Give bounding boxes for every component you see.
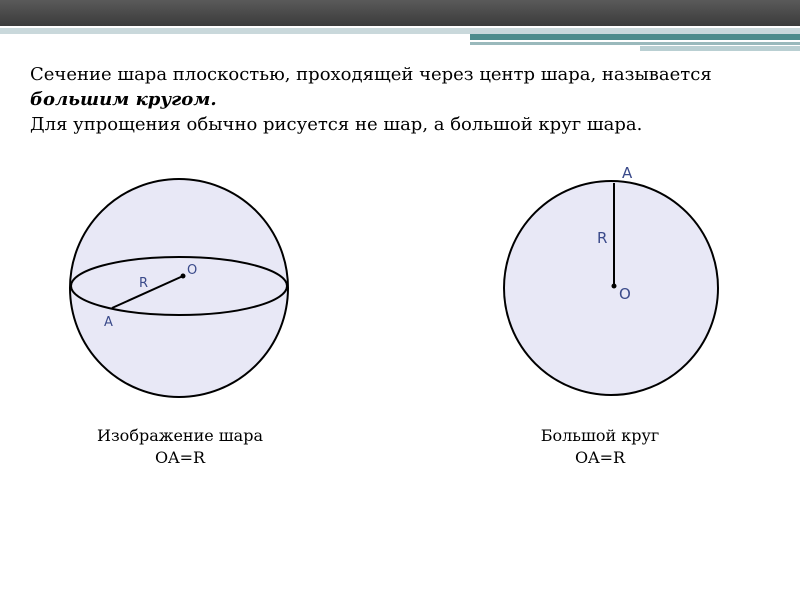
sphere-caption-formula: OA=R [154, 448, 206, 467]
definition-line-3: Для упрощения обычно рисуется не шар, а большой круг шара. [30, 114, 643, 135]
sphere-label-a: A [104, 315, 113, 330]
sphere-caption-title: Изображение шара [97, 426, 263, 445]
sphere-center-point [181, 274, 186, 279]
circle-center-point [612, 284, 617, 289]
sphere-label-o: O [187, 263, 198, 278]
definition-line-1: Сечение шара плоскостью, проходящей через центр шара, называется [30, 64, 712, 85]
circle-label-a: A [622, 164, 633, 182]
circle-caption [500, 425, 700, 469]
definition-term: большим кругом. [30, 89, 217, 110]
sphere-label-r: R [139, 276, 149, 291]
great-circle-outline [504, 181, 718, 395]
circle-caption-title: Большой круг [540, 426, 660, 445]
circle-caption-formula: OA=R [574, 448, 626, 467]
circle-label-o: O [619, 285, 631, 303]
sphere-caption [80, 425, 280, 469]
circle-label-r: R [597, 229, 608, 247]
sphere-outline [70, 179, 288, 397]
